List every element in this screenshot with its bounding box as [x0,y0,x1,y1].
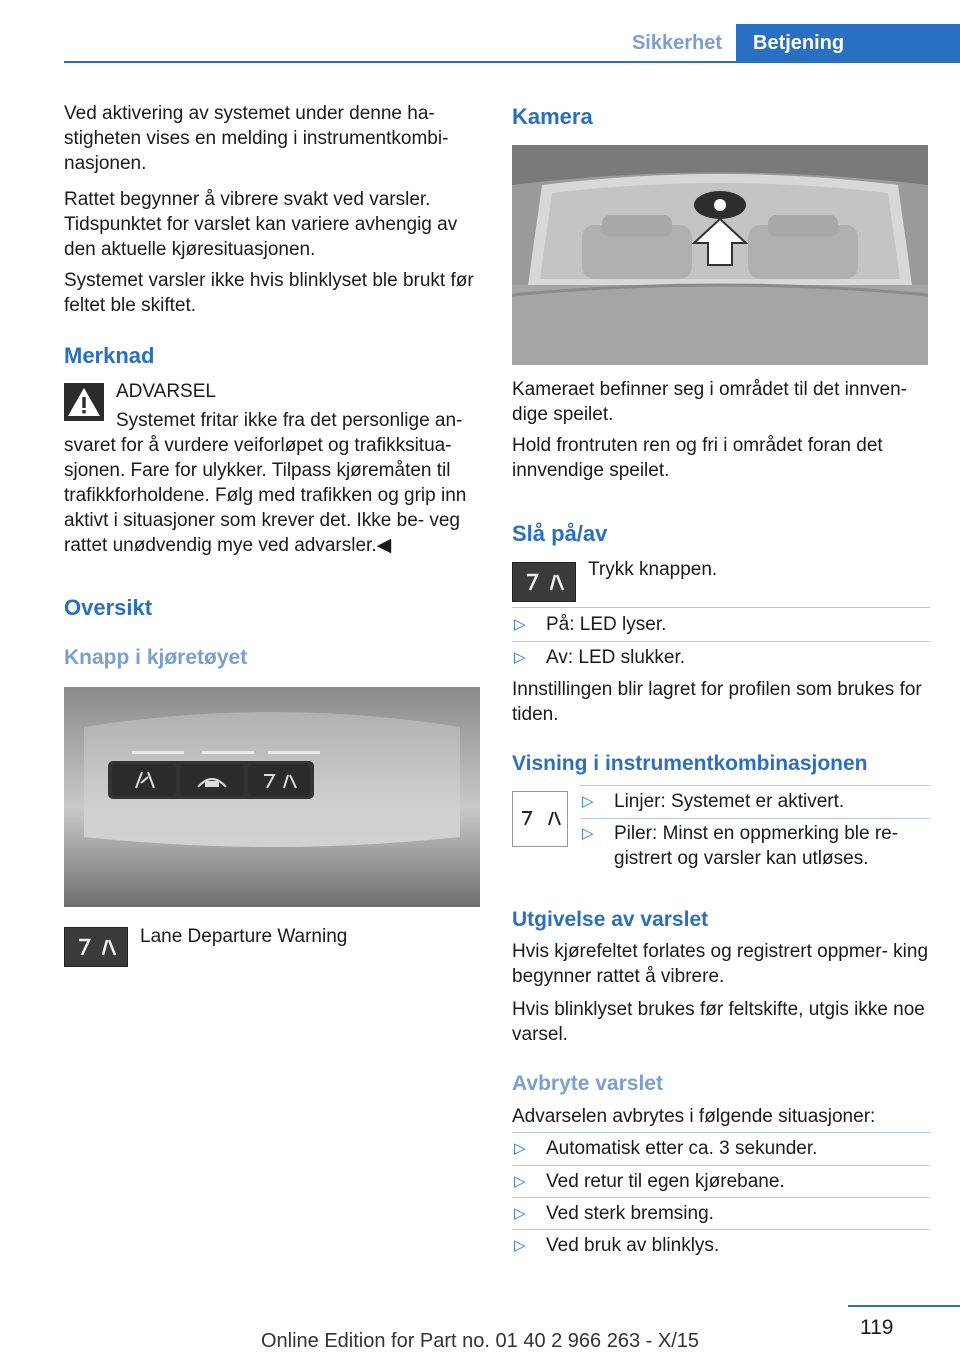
paragraph-no-warning: Hvis blinklyset brukes før feltskifte, utgis ikke noe varsel. [512,999,925,1045]
warning-text: svaret for å vurdere veiforløpet og trafikksitua- sjonen. Fare for ulykker. Tilpass kjøremåten til trafikkforholdene. Følg med trafikken og grip inn aktivt i situasjoner som krever det. Ikke be- veg rattet unødvendig mye ved advarsler.◀ [64,435,467,556]
separator [512,1132,930,1133]
lane-departure-button-icon [64,927,128,967]
heading-merknad: Merknad [64,343,155,368]
heading-knapp: Knapp i kjøretøyet [64,646,248,669]
warning-triangle-icon [64,383,104,423]
heading-utgivelse: Utgivelse av varslet [512,908,709,931]
footer-rule [848,1305,960,1307]
separator [512,1165,930,1166]
list-item: ▷ Av: LED slukker. [514,647,686,668]
separator [580,818,930,819]
separator [512,1229,930,1230]
warning-text-first: Systemet fritar ikke fra det personlige an- [116,410,463,431]
list-item: ▷ Piler: Minst en oppmerking ble re- gistrert og varsler kan utløses. [582,823,899,869]
heading-oversikt: Oversikt [64,595,153,620]
page-header [0,0,960,64]
lane-departure-button-icon [512,562,576,602]
separator [512,1197,930,1198]
paragraph-cancel-intro: Advarselen avbrytes i følgende situasjoner: [512,1106,876,1127]
separator [580,785,930,786]
paragraph-warning-trigger: Hvis kjørefeltet forlates og registrert oppmer- king begynner rattet å vibrere. [512,941,929,987]
triangle-bullet-icon: ▷ [514,1237,526,1254]
edition-footer: Online Edition for Part no. 01 40 2 966 263 - X/15 [260,1330,700,1352]
separator [512,641,930,642]
triangle-bullet-icon: ▷ [514,1173,526,1190]
lane-display-icon [512,791,568,847]
page-number: 119 [860,1316,894,1339]
triangle-bullet-icon: ▷ [514,1140,526,1157]
paragraph-vibration: Rattet begynner å vibrere svakt ved varsler. Tidspunktet for varslet kan variere avhengig av den aktuelle kjøresituasjonen. [64,189,458,260]
triangle-bullet-icon: ▷ [514,616,526,633]
paragraph-setting-saved: Innstillingen blir lagret for profilen som brukes for tiden. [512,679,922,725]
list-item: ▷ Ved bruk av blinklys. [514,1235,720,1256]
heading-visning: Visning i instrumentkombinasjonen [512,752,868,775]
tab-sikkerhet[interactable]: Sikkerhet [631,32,722,54]
paragraph-blinker: Systemet varsler ikke hvis blinklyset ble brukt før feltet ble skiftet. [64,270,474,316]
heading-kamera: Kamera [512,104,593,129]
triangle-bullet-icon: ▷ [582,793,594,810]
list-item: ▷ Ved sterk bremsing. [514,1203,714,1224]
warning-label: ADVARSEL [116,381,216,402]
list-item: ▷ Automatisk etter ca. 3 sekunder. [514,1138,818,1159]
list-item: ▷ På: LED lyser. [514,614,667,635]
camera-photo [512,145,928,365]
sla-instruction: Trykk knappen. [588,559,718,580]
paragraph-camera-clean: Hold frontruten ren og fri i området foran det innvendige speilet. [512,435,883,481]
list-item: ▷ Ved retur til egen kjørebane. [514,1171,785,1192]
triangle-bullet-icon: ▷ [582,825,594,842]
paragraph-camera-location: Kameraet befinner seg i området til det innven- dige speilet. [512,379,907,425]
list-item: ▷ Linjer: Systemet er aktivert. [582,791,845,812]
header-rule [64,61,960,63]
tab-betjening[interactable]: Betjening [736,24,960,62]
triangle-bullet-icon: ▷ [514,1205,526,1222]
separator [512,607,930,608]
heading-sla: Slå på/av [512,521,608,546]
button-caption: Lane Departure Warning [140,926,348,947]
triangle-bullet-icon: ▷ [514,649,526,666]
button-panel-photo [64,687,480,907]
paragraph-activation: Ved aktivering av systemet under denne ha- stigheten vises en melding i instrumentkombi- nasjonen. [64,103,449,174]
heading-avbryte: Avbryte varslet [512,1072,663,1095]
